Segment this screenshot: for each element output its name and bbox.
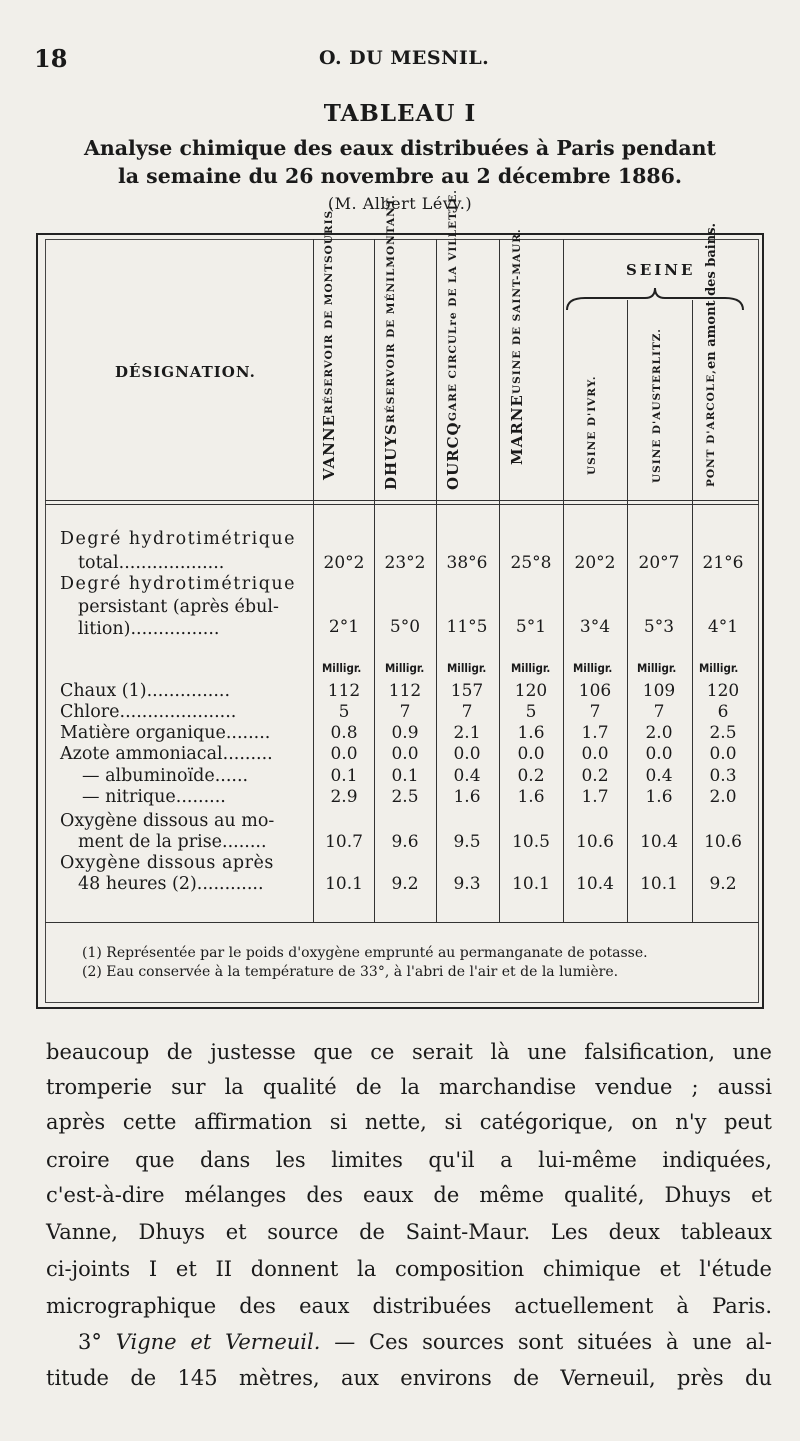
unit-label: Milligr.	[699, 661, 739, 675]
designation-header: DÉSIGNATION.	[115, 363, 256, 381]
cell-degre-total-marne: 25°8	[510, 553, 552, 573]
cell-mg-1-austerlitz: 7	[653, 702, 665, 722]
cell-mg-0-austerlitz: 109	[642, 681, 676, 701]
cell-oxy1_values-ivry: 10.6	[576, 832, 614, 852]
cell-mg-4-ourcq: 0.4	[453, 766, 481, 786]
cell-mg-3-arcole: 0.0	[709, 744, 737, 764]
cell-degre-persistant-arcole: 4°1	[707, 617, 739, 637]
cell-degre-persistant-ivry: 3°4	[579, 617, 611, 637]
row-label-oxygene-prise: Oxygène dissous au mo-	[60, 811, 275, 831]
row-label-mg-3: Azote ammoniacal.........	[60, 744, 273, 764]
cell-mg-2-vanne: 0.8	[330, 723, 358, 743]
cell-mg-0-dhuys: 112	[388, 681, 422, 701]
cell-mg-0-marne: 120	[514, 681, 548, 701]
cell-mg-1-vanne: 5	[338, 702, 350, 722]
cell-mg-3-vanne: 0.0	[330, 744, 358, 764]
column-divider	[627, 300, 628, 922]
row-label-mg-1: Chlore.....................	[60, 702, 237, 722]
section-line-1-rest: — Ces sources sont situées à une al-	[334, 1330, 772, 1354]
footnote-1: (1) Représentée par le poids d'oxygène emprunté au permanganate de potasse.	[82, 945, 648, 961]
table-title: TABLEAU I	[323, 100, 477, 127]
body-line-10: titude de 145 mètres, aux environs de Verneuil, près du	[46, 1366, 772, 1390]
cell-mg-0-arcole: 120	[706, 681, 740, 701]
cell-mg-5-dhuys: 2.5	[391, 787, 419, 807]
cell-mg-1-marne: 5	[525, 702, 537, 722]
cell-degre-total-vanne: 20°2	[323, 553, 365, 573]
column-header-dhuys: DHUYS RÉSERVOIR DE MÉNILMONTANT.	[382, 194, 400, 490]
cell-mg-3-ivry: 0.0	[581, 744, 609, 764]
row-label-oxygene-prise-2: ment de la prise........	[78, 832, 267, 852]
footnote-2: (2) Eau conservée à la température de 33°, à l'abri de l'air et de la lumière.	[82, 964, 619, 980]
cell-oxy1_values-dhuys: 9.6	[391, 832, 419, 852]
cell-mg-2-ivry: 1.7	[581, 723, 609, 743]
cell-degre-persistant-marne: 5°1	[515, 617, 547, 637]
column-header-ivry: USINE D'IVRY.	[586, 375, 598, 475]
cell-mg-5-ivry: 1.7	[581, 787, 609, 807]
column-header-vanne: VANNE RÉSERVOIR DE MONTSOURIS.	[320, 205, 338, 480]
row-label-degre-total-2: total...................	[78, 553, 225, 573]
cell-mg-0-ourcq: 157	[450, 681, 484, 701]
cell-degre-persistant-vanne: 2°1	[328, 617, 360, 637]
cell-oxy2_values-dhuys: 9.2	[391, 874, 419, 894]
cell-mg-5-austerlitz: 1.6	[645, 787, 673, 807]
page-number: 18	[34, 44, 68, 73]
body-line-3: après cette affirmation si nette, si catégorique, on n'y peut	[46, 1110, 772, 1134]
cell-mg-2-arcole: 2.5	[709, 723, 737, 743]
table-subtitle-line-2: la semaine du 26 novembre au 2 décembre 1886.	[117, 164, 683, 188]
running-title: O. DU MESNIL.	[319, 47, 490, 69]
cell-oxy1_values-arcole: 10.6	[704, 832, 742, 852]
unit-label: Milligr.	[573, 661, 613, 675]
cell-mg-5-vanne: 2.9	[330, 787, 358, 807]
cell-oxy2_values-arcole: 9.2	[709, 874, 737, 894]
body-line-5: c'est-à-dire mélanges des eaux de même qualité, Dhuys et	[46, 1183, 772, 1207]
cell-degre-total-dhuys: 23°2	[384, 553, 426, 573]
cell-mg-4-austerlitz: 0.4	[645, 766, 673, 786]
section-title: Vigne et Verneuil.	[115, 1330, 321, 1354]
cell-mg-4-ivry: 0.2	[581, 766, 609, 786]
body-line-6: Vanne, Dhuys et source de Saint-Maur. Les deux tableaux	[46, 1220, 772, 1244]
cell-mg-5-ourcq: 1.6	[453, 787, 481, 807]
row-label-degre-persistant: Degré hydrotimétrique	[60, 574, 297, 594]
column-divider	[313, 239, 314, 922]
cell-mg-4-arcole: 0.3	[709, 766, 737, 786]
cell-oxy2_values-ivry: 10.4	[576, 874, 614, 894]
cell-oxy1_values-ourcq: 9.5	[453, 832, 481, 852]
cell-oxy2_values-vanne: 10.1	[325, 874, 363, 894]
column-header-ourcq: OURCQ GARE CIRCULre DE LA VILLETTE.	[444, 189, 462, 490]
seine-header: SEINE	[626, 261, 696, 279]
row-label-mg-5: — nitrique.........	[82, 787, 226, 807]
header-divider	[45, 500, 759, 501]
cell-oxy1_values-marne: 10.5	[512, 832, 550, 852]
footnote-divider	[45, 922, 759, 923]
row-label-mg-4: — albuminoïde......	[82, 766, 249, 786]
cell-degre-total-arcole: 21°6	[702, 553, 744, 573]
cell-mg-2-ourcq: 2.1	[453, 723, 481, 743]
unit-label: Milligr.	[511, 661, 551, 675]
cell-mg-3-dhuys: 0.0	[391, 744, 419, 764]
cell-mg-3-ourcq: 0.0	[453, 744, 481, 764]
row-label-oxygene-48h: Oxygène dissous après	[60, 853, 274, 873]
cell-mg-2-austerlitz: 2.0	[645, 723, 673, 743]
row-label-mg-0: Chaux (1)...............	[60, 681, 231, 701]
row-label-oxygene-48h-2: 48 heures (2)............	[78, 874, 264, 894]
body-line-2: tromperie sur la qualité de la marchandise vendue ; aussi	[46, 1075, 772, 1099]
section-heading-line	[78, 1330, 772, 1354]
body-line-8: micrographique des eaux distribuées actuellement à Paris.	[46, 1294, 772, 1318]
cell-mg-3-austerlitz: 0.0	[645, 744, 673, 764]
column-header-austerlitz: USINE D'AUSTERLITZ.	[651, 328, 663, 483]
cell-mg-0-ivry: 106	[578, 681, 612, 701]
cell-mg-1-ivry: 7	[589, 702, 601, 722]
cell-oxy1_values-austerlitz: 10.4	[640, 832, 678, 852]
cell-mg-4-vanne: 0.1	[330, 766, 358, 786]
row-label-degre-persistant-3: lition)................	[78, 619, 220, 639]
cell-mg-1-arcole: 6	[717, 702, 729, 722]
column-divider	[692, 300, 693, 922]
cell-oxy2_values-marne: 10.1	[512, 874, 550, 894]
cell-mg-0-vanne: 112	[327, 681, 361, 701]
cell-degre-persistant-dhuys: 5°0	[389, 617, 421, 637]
column-divider	[374, 239, 375, 922]
body-line-1: beaucoup de justesse que ce serait là une falsification, une	[46, 1040, 772, 1064]
row-label-degre-total: Degré hydrotimétrique	[60, 529, 297, 549]
column-header-pont-arcole: PONT D'ARCOLE, en amont des bains.	[704, 223, 719, 487]
cell-mg-1-ourcq: 7	[461, 702, 473, 722]
column-divider	[499, 239, 500, 922]
cell-mg-4-dhuys: 0.1	[391, 766, 419, 786]
cell-mg-5-arcole: 2.0	[709, 787, 737, 807]
column-divider	[436, 239, 437, 922]
cell-oxy1_values-vanne: 10.7	[325, 832, 363, 852]
table-author: (M. Albert Lévy.)	[327, 194, 473, 213]
unit-label: Milligr.	[447, 661, 487, 675]
cell-mg-1-dhuys: 7	[399, 702, 411, 722]
cell-oxy2_values-ourcq: 9.3	[453, 874, 481, 894]
header-divider-double	[45, 504, 759, 505]
body-line-4: croire que dans les limites qu'il a lui-même indiquées,	[46, 1148, 772, 1172]
cell-mg-2-marne: 1.6	[517, 723, 545, 743]
running-header	[34, 44, 770, 74]
row-label-mg-2: Matière organique........	[60, 723, 271, 743]
cell-degre-total-ourcq: 38°6	[446, 553, 488, 573]
unit-label: Milligr.	[322, 661, 362, 675]
cell-mg-4-marne: 0.2	[517, 766, 545, 786]
cell-degre-persistant-austerlitz: 5°3	[643, 617, 675, 637]
cell-mg-2-dhuys: 0.9	[391, 723, 419, 743]
cell-mg-5-marne: 1.6	[517, 787, 545, 807]
column-header-marne: MARNE USINE DE SAINT-MAUR.	[508, 228, 526, 465]
cell-oxy2_values-austerlitz: 10.1	[640, 874, 678, 894]
cell-degre-total-ivry: 20°2	[574, 553, 616, 573]
row-label-degre-persistant-2: persistant (après ébul-	[78, 597, 279, 617]
body-line-7: ci-joints I et II donnent la composition chimique et l'étude	[46, 1257, 772, 1281]
cell-degre-total-austerlitz: 20°7	[638, 553, 680, 573]
column-divider	[563, 239, 564, 922]
table-subtitle-line-1: Analyse chimique des eaux distribuées à Paris pendant	[83, 136, 717, 160]
unit-label: Milligr.	[385, 661, 425, 675]
cell-degre-persistant-ourcq: 11°5	[446, 617, 488, 637]
cell-mg-3-marne: 0.0	[517, 744, 545, 764]
unit-label: Milligr.	[637, 661, 677, 675]
section-number: 3°	[78, 1330, 102, 1354]
